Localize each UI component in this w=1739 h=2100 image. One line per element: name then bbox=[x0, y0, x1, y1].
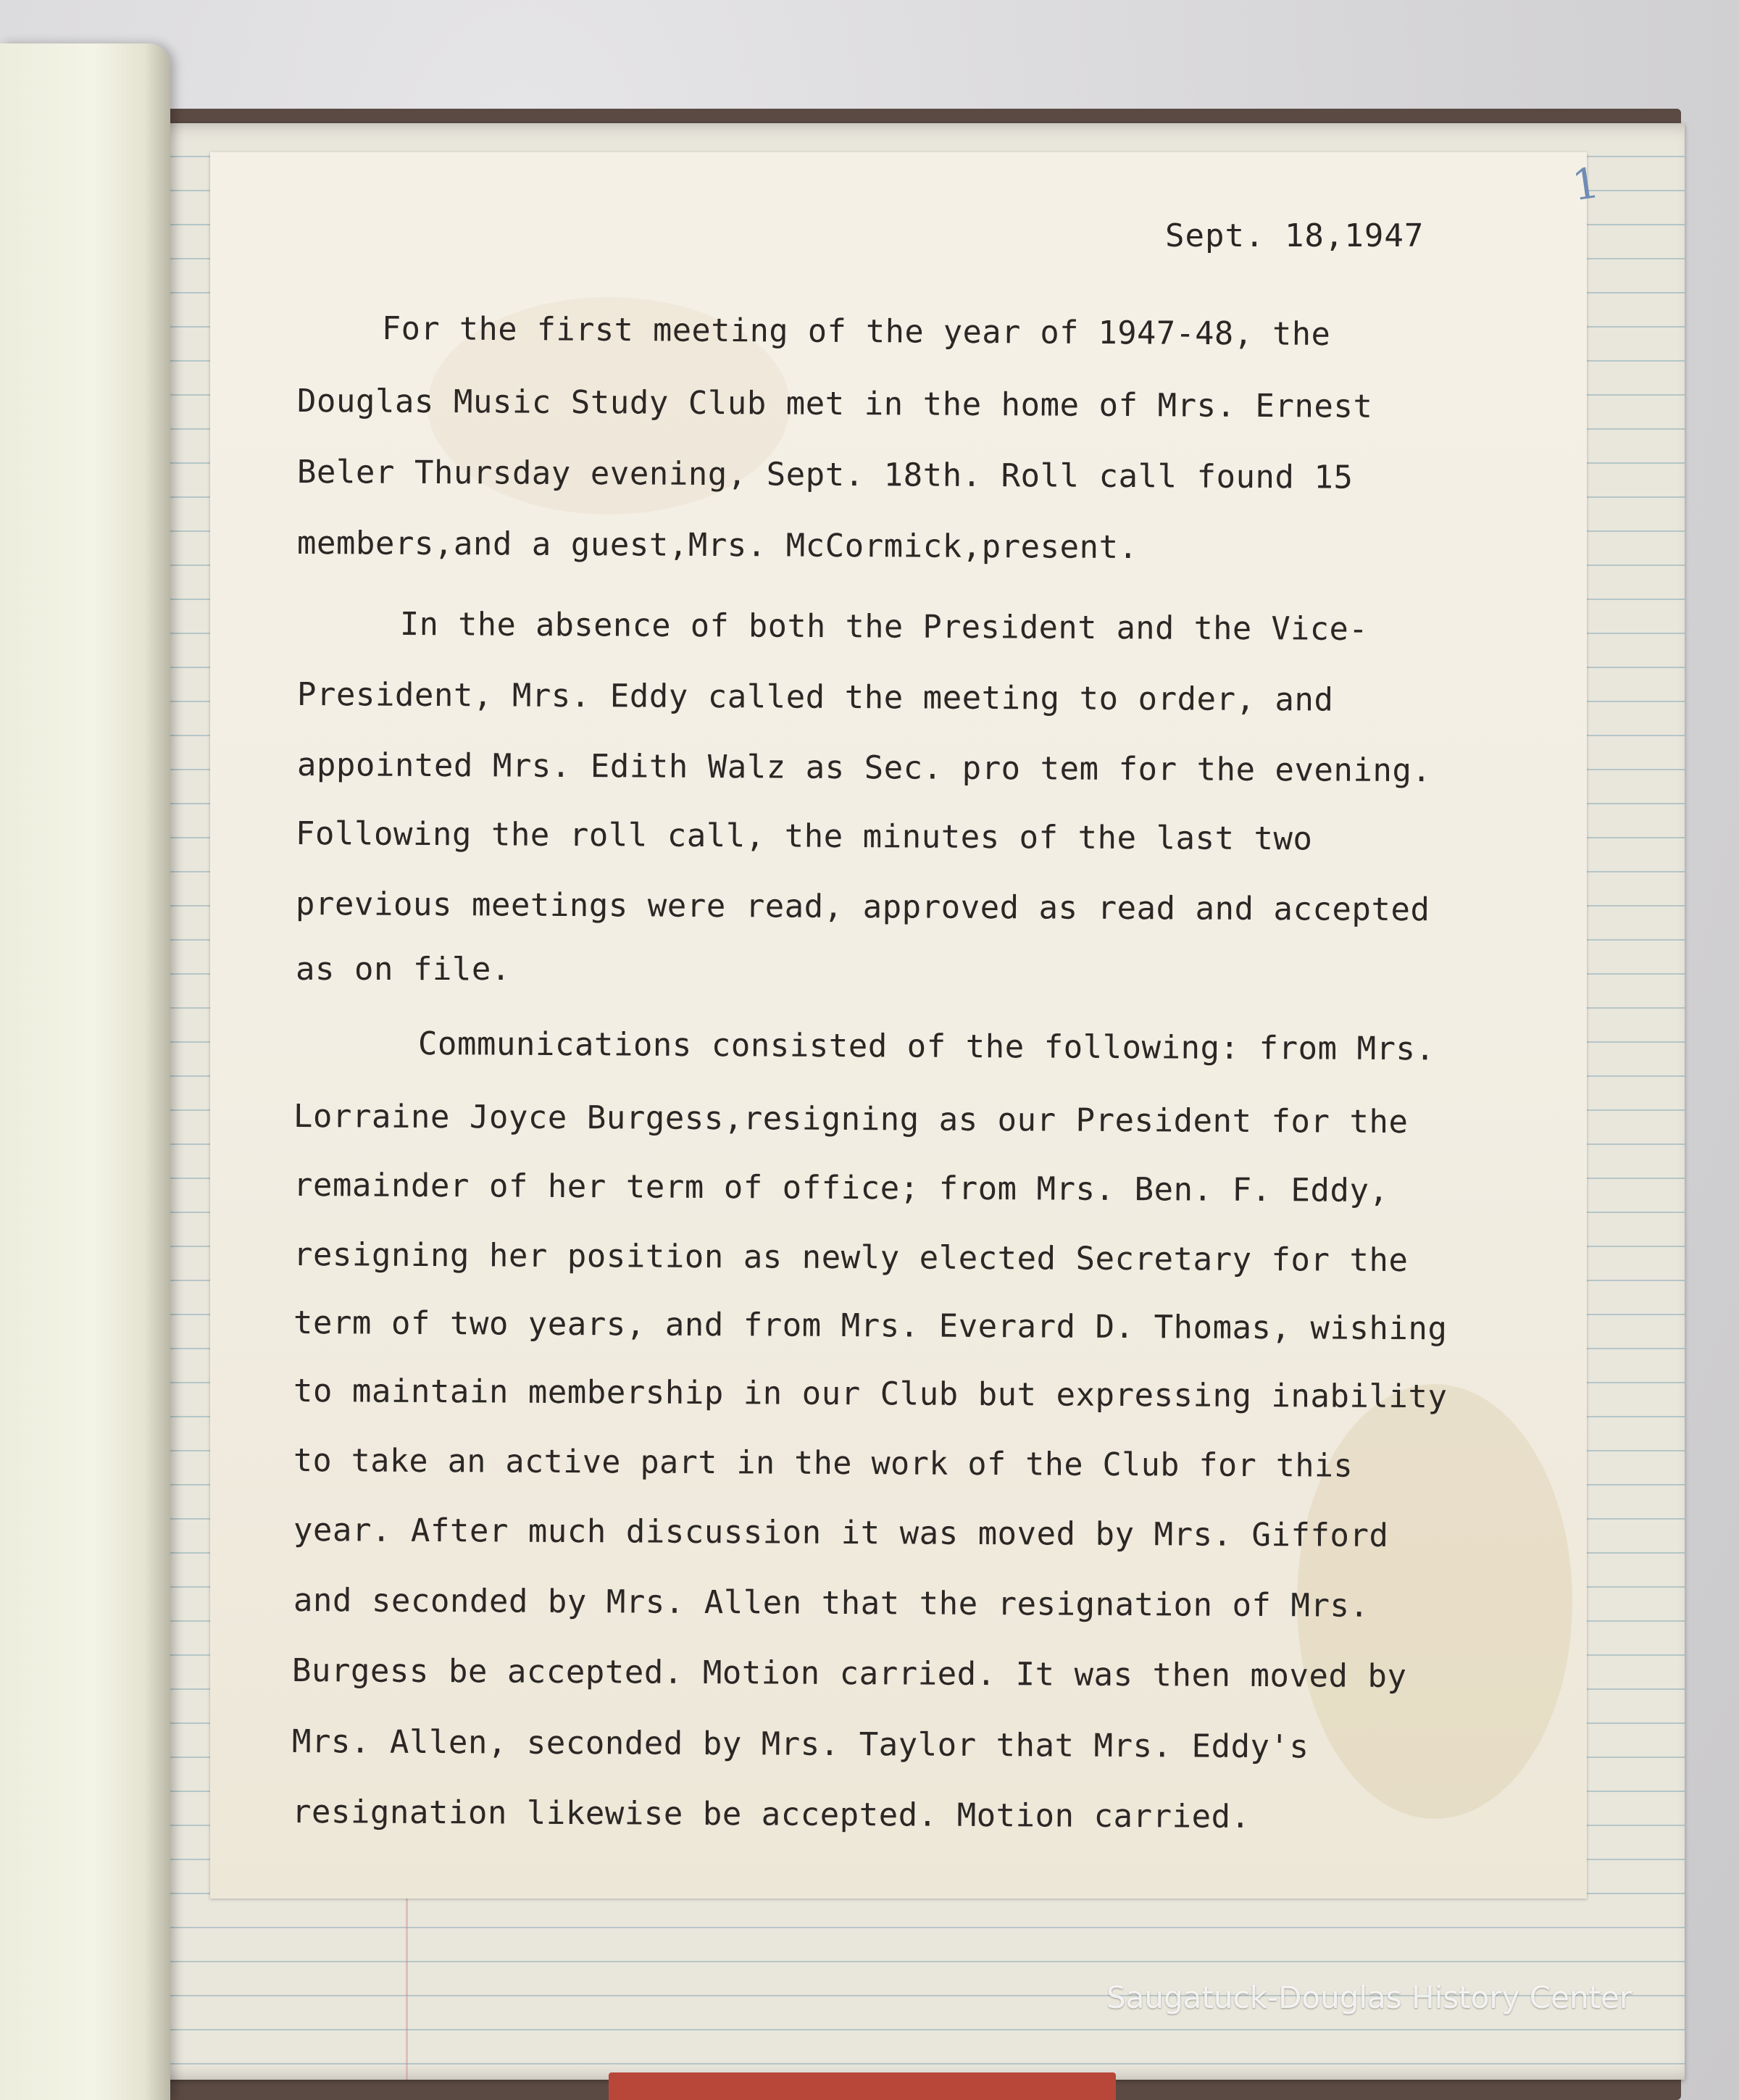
text-line: Mrs. Allen, seconded by Mrs. Taylor that Mrs. Eddy's bbox=[291, 1723, 1309, 1766]
text-line: remainder of her term of office; from Mrs. Ben. F. Eddy, bbox=[293, 1167, 1389, 1209]
text-line: and seconded by Mrs. Allen that the resignation of Mrs. bbox=[293, 1582, 1369, 1625]
handwritten-page-number: 1 bbox=[1569, 157, 1603, 211]
text-line: Burgess be accepted. Motion carried. It was then moved by bbox=[291, 1652, 1407, 1696]
text-line: President, Mrs. Eddy called the meeting to order, and bbox=[296, 676, 1334, 719]
red-page-tab bbox=[609, 2072, 1116, 2100]
text-line: resigning her position as newly elected Secretary for the bbox=[293, 1236, 1409, 1280]
text-line: term of two years, and from Mrs. Everard D. Thomas, wishing bbox=[293, 1304, 1448, 1348]
text-line: Communications consisted of the following: from Mrs. bbox=[417, 1025, 1435, 1068]
text-line: year. After much discussion it was moved by Mrs. Gifford bbox=[293, 1512, 1389, 1554]
ledger-margin-line bbox=[406, 1891, 408, 2080]
minutes-date: Sept. 18,1947 bbox=[1165, 217, 1425, 254]
facing-page bbox=[0, 43, 170, 2100]
text-line: resignation likewise be accepted. Motion carried. bbox=[291, 1793, 1251, 1836]
text-line: to take an active part in the work of the Club for this bbox=[293, 1442, 1354, 1485]
text-line: For the first meeting of the year of 1947-48, the bbox=[381, 310, 1331, 353]
text-line: to maintain membership in our Club but expressing inability bbox=[293, 1372, 1448, 1416]
text-line: Beler Thursday evening, Sept. 18th. Roll call found 15 bbox=[296, 454, 1354, 496]
text-line: In the absence of both the President and the Vice- bbox=[399, 606, 1369, 648]
text-line: previous meetings were read, approved as read and accepted bbox=[295, 886, 1430, 929]
text-line: Douglas Music Study Club met in the home of Mrs. Ernest bbox=[296, 383, 1373, 425]
text-line: Following the roll call, the minutes of the last two bbox=[295, 815, 1313, 858]
text-line: appointed Mrs. Edith Walz as Sec. pro tem for the evening. bbox=[296, 746, 1432, 790]
text-line: members,and a guest,Mrs. McCormick,present. bbox=[296, 525, 1138, 567]
text-line: as on file. bbox=[296, 951, 511, 988]
watermark: Saugatuck-Douglas History Center bbox=[1106, 1980, 1632, 2015]
text-line: Lorraine Joyce Burgess,resigning as our President for the bbox=[293, 1098, 1409, 1141]
